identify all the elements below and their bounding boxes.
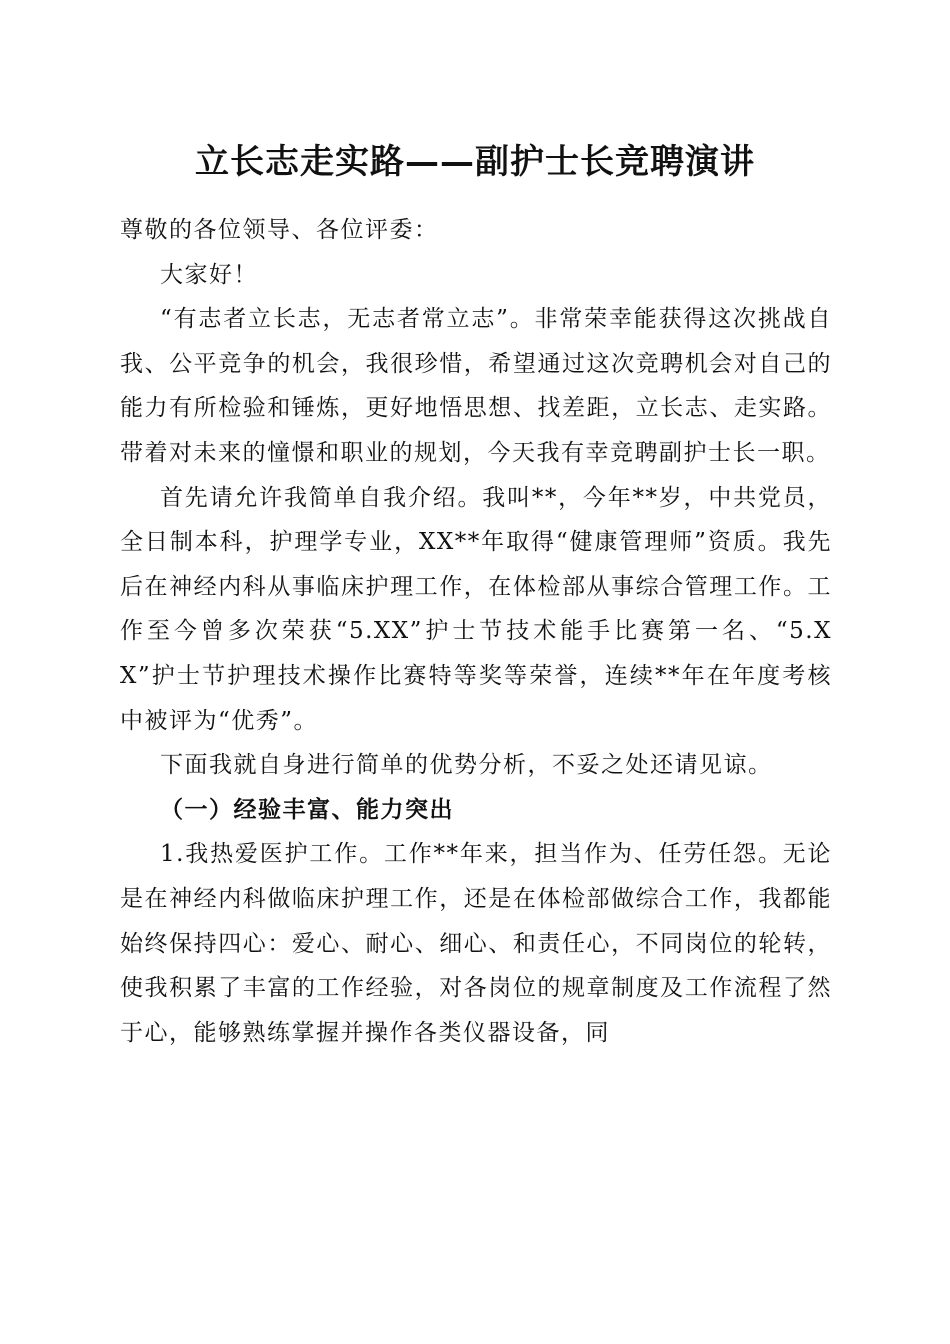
greeting: 大家好！ bbox=[160, 261, 258, 288]
document-body bbox=[120, 208, 832, 1055]
paragraph-introduction: 首先请允许我简单自我介绍。我叫**，今年**岁，中共党员，全日制本科，护理学专业，XX**年取得“健康管理师”资质。我先后在神经内科从事临床护理工作，在体检部从事综合管理工作。工作至今曾多次荣获“5.XX”护士节技术能手比赛第一名、“5.XX”护士节护理技术操作比赛特等奖等荣誉，连续**年在年度考核中被评为“优秀”。 bbox=[120, 484, 832, 734]
paragraph-transition: 下面我就自身进行简单的优势分析，不妥之处还请见谅。 bbox=[160, 752, 773, 779]
section-heading: （一）经验丰富、能力突出 bbox=[160, 795, 454, 823]
document-title: 立长志走实路——副护士长竞聘演讲 bbox=[195, 142, 755, 182]
paragraph-opening: “有志者立长志，无志者常立志”。非常荣幸能获得这次挑战自我、公平竞争的机会，我很珍惜，希望通过这次竞聘机会对自己的能力有所检验和锤炼，更好地悟思想、找差距，立长志、走实路。带着对未来的憧憬和职业的规划，今天我有幸竞聘副护士长一职。 bbox=[120, 306, 832, 466]
salutation: 尊敬的各位领导、各位评委： bbox=[120, 217, 439, 243]
paragraph-section-one: 1.我热爱医护工作。工作**年来，担当作为、任劳任怨。无论是在神经内科做临床护理工作，还是在体检部做综合工作，我都能始终保持四心：爱心、耐心、细心、和责任心，不同岗位的轮转，使我积累了丰富的工作经验，对各岗位的规章制度及工作流程了然于心，能够熟练掌握并操作各类仪器设备，同 bbox=[120, 841, 832, 1046]
